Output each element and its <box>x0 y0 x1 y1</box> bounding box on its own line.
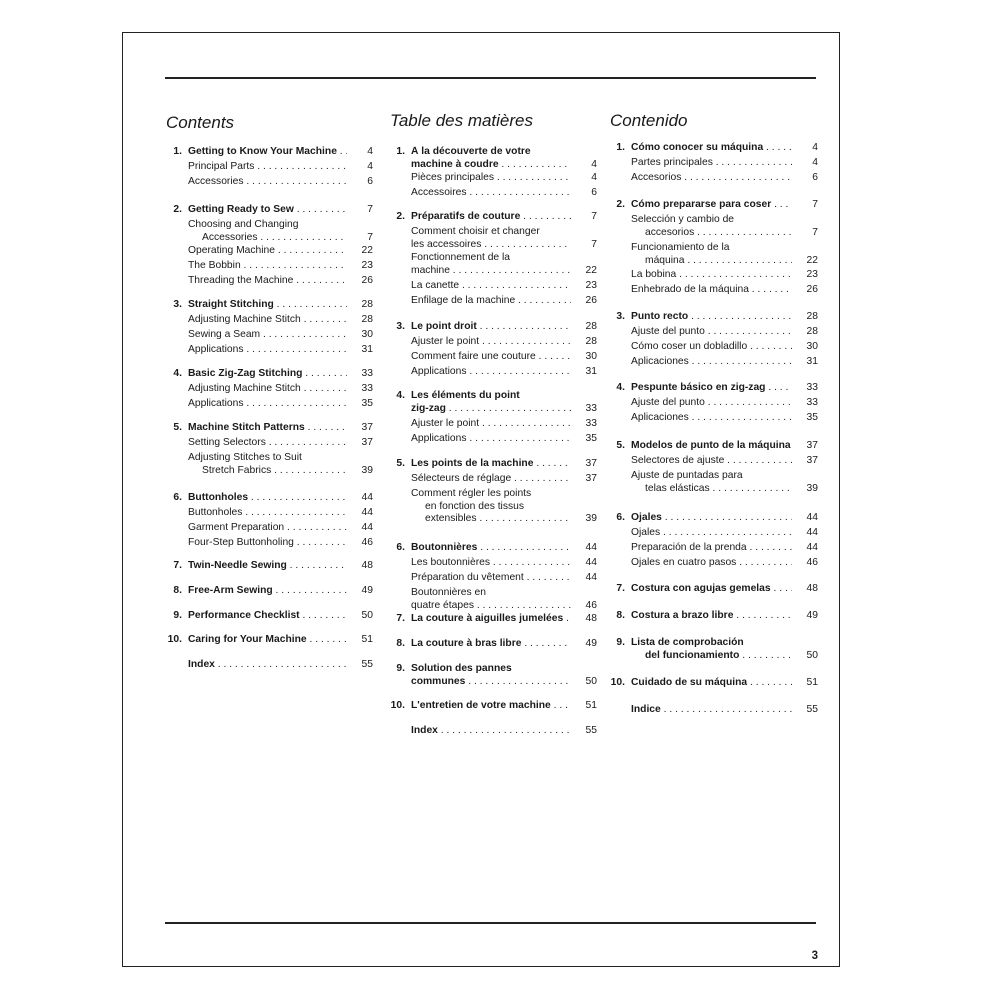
entry-title-line: zig-zag . . . <box>411 403 571 416</box>
page-ref: 44 <box>351 522 373 535</box>
toc-section-entry <box>173 368 373 381</box>
toc-subentry <box>631 356 818 369</box>
page-ref: 49 <box>796 610 818 623</box>
page-ref: 48 <box>575 613 597 626</box>
toc-subentry <box>188 219 373 244</box>
page-ref: 33 <box>575 403 597 416</box>
toc-subentry <box>631 341 818 354</box>
toc-section-entry <box>616 382 818 395</box>
entry-title-line: Free-Arm Sewing . . . <box>188 585 347 598</box>
entry-title-line: Cómo conocer su máquina . . . <box>631 142 792 155</box>
entry-title-line: Comment choisir et changer <box>411 226 540 237</box>
page-ref: 28 <box>351 299 373 312</box>
entry-title-line: Enfilage de la machine . . . <box>411 295 571 308</box>
page-ref: 6 <box>575 187 597 200</box>
entry-title-line: Adjusting Machine Stitch . . . <box>188 383 347 396</box>
entry-title-line: Preparación de la prenda . . . <box>631 542 792 555</box>
column-title: Contenido <box>610 111 688 130</box>
page-ref: 31 <box>351 344 373 357</box>
entry-title-line: Aplicaciones . . . <box>631 356 792 369</box>
entry-title-line: Getting Ready to Sew . . . <box>188 204 347 217</box>
toc-subentry <box>411 366 597 379</box>
section-number: 1. <box>616 142 625 153</box>
page-ref: 7 <box>575 211 597 224</box>
section-number: 8. <box>396 638 405 649</box>
entry-title-line: Cómo coser un dobladillo . . . <box>631 341 792 354</box>
section-number: 3. <box>396 321 405 332</box>
page-ref: 55 <box>796 704 818 717</box>
toc-subentry <box>411 187 597 200</box>
entry-title-line: del funcionamiento . . . <box>631 650 792 663</box>
entry-title-line: Index . . . <box>411 725 571 738</box>
toc-subentry <box>411 252 597 277</box>
page-ref: 33 <box>575 418 597 431</box>
page-ref: 44 <box>351 492 373 505</box>
page-ref: 6 <box>351 176 373 189</box>
toc-subentry <box>631 704 818 717</box>
entry-title-line: Ojales . . . <box>631 527 792 540</box>
toc-subentry <box>631 397 818 410</box>
entry-title-line: Garment Preparation . . . <box>188 522 347 535</box>
entry-title-line: Ajuste del punto . . . <box>631 326 792 339</box>
page-ref: 4 <box>796 157 818 170</box>
page-ref: 4 <box>575 159 597 172</box>
entry-title-line: machine à coudre . . . <box>411 159 571 172</box>
page-ref: 7 <box>796 199 818 212</box>
page-ref: 48 <box>796 583 818 596</box>
section-number: 4. <box>173 368 182 379</box>
section-number: 2. <box>396 211 405 222</box>
toc-section-entry <box>396 663 597 688</box>
top-rule <box>165 77 816 79</box>
entry-title-line: Accessories . . . <box>188 232 347 245</box>
page-ref: 49 <box>351 585 373 598</box>
page-ref: 44 <box>351 507 373 520</box>
entry-title-line: Index . . . <box>188 659 347 672</box>
entry-title-line: Enhebrado de la máquina . . . <box>631 284 792 297</box>
entry-title-line: Préparatifs de couture . . . <box>411 211 571 224</box>
toc-subentry <box>411 433 597 446</box>
toc-subentry <box>411 725 597 738</box>
entry-title-line: Four-Step Buttonholing . . . <box>188 537 347 550</box>
page-ref: 50 <box>796 650 818 663</box>
page-ref: 23 <box>575 280 597 293</box>
entry-title-line: Costura a brazo libre . . . <box>631 610 792 623</box>
entry-title-line: Costura con agujas gemelas . . . <box>631 583 792 596</box>
page-ref: 44 <box>575 557 597 570</box>
toc-subentry <box>188 522 373 535</box>
section-number: 2. <box>173 204 182 215</box>
page-ref: 33 <box>351 383 373 396</box>
toc-section-entry <box>616 311 818 324</box>
entry-title-line: Straight Stitching . . . <box>188 299 347 312</box>
page-ref: 31 <box>796 356 818 369</box>
entry-title-line: Performance Checklist . . . <box>188 610 347 623</box>
page-ref: 23 <box>351 260 373 273</box>
entry-title-line: quatre étapes . . . <box>411 600 571 613</box>
toc-subentry <box>188 437 373 450</box>
section-number: 3. <box>173 299 182 310</box>
section-number: 6. <box>616 512 625 523</box>
entry-title-line: La couture à bras libre . . . <box>411 638 571 651</box>
entry-title-line: Punto recto . . . <box>631 311 792 324</box>
toc-subentry <box>188 344 373 357</box>
toc-section-entry <box>616 583 818 596</box>
section-number: 6. <box>396 542 405 553</box>
entry-title-line: machine . . . <box>411 265 571 278</box>
page-ref: 37 <box>796 440 818 453</box>
page-ref: 31 <box>575 366 597 379</box>
page-ref: 22 <box>351 245 373 258</box>
toc-section-entry <box>396 638 597 651</box>
entry-title-line: Accesorios . . . <box>631 172 792 185</box>
toc-section-entry <box>610 677 818 690</box>
entry-title-line: Applications . . . <box>188 398 347 411</box>
toc-subentry <box>631 269 818 282</box>
entry-title-line: Préparation du vêtement . . . <box>411 572 571 585</box>
entry-title-line: Pièces principales . . . <box>411 172 571 185</box>
toc-section-entry <box>173 610 373 623</box>
toc-subentry <box>411 473 597 486</box>
toc-subentry <box>631 455 818 468</box>
page-ref: 28 <box>575 321 597 334</box>
page-ref: 44 <box>575 572 597 585</box>
entry-title-line: en fonction des tissus <box>425 500 525 512</box>
page-ref: 4 <box>351 146 373 159</box>
section-number: 10. <box>610 677 625 688</box>
page-ref: 39 <box>796 483 818 496</box>
toc-subentry <box>411 418 597 431</box>
entry-title-line: Sélecteurs de réglage . . . <box>411 473 571 486</box>
toc-subentry <box>188 452 373 477</box>
entry-title-line: Selección y cambio de <box>631 214 735 225</box>
toc-section-entry <box>396 458 597 471</box>
entry-title-line: Partes principales . . . <box>631 157 792 170</box>
entry-title-line: Setting Selectors . . . <box>188 437 347 450</box>
page-ref: 50 <box>351 610 373 623</box>
page-ref: 46 <box>351 537 373 550</box>
entry-title-line: telas elásticas . . . <box>631 483 792 496</box>
page-ref: 55 <box>351 659 373 672</box>
section-number: 4. <box>396 390 405 401</box>
entry-title-line: Les points de la machine . . . <box>411 458 571 471</box>
entry-title-line: Pespunte básico en zig-zag . . . <box>631 382 792 395</box>
toc-subentry <box>188 161 373 174</box>
toc-subentry <box>188 260 373 273</box>
page-ref: 30 <box>351 329 373 342</box>
page-ref: 33 <box>796 382 818 395</box>
entry-title-line: Accessoires . . . <box>411 187 571 200</box>
section-number: 5. <box>616 440 625 451</box>
page-ref: 37 <box>796 455 818 468</box>
section-number: 8. <box>616 610 625 621</box>
toc-section-entry <box>173 299 373 312</box>
toc-subentry <box>411 295 597 308</box>
entry-title-line: Ajuste de puntadas para <box>631 470 743 481</box>
page-ref: 50 <box>575 676 597 689</box>
bottom-rule <box>165 922 816 924</box>
page-ref: 35 <box>796 412 818 425</box>
page-ref: 4 <box>351 161 373 174</box>
section-number: 10. <box>390 700 405 711</box>
toc-subentry <box>188 275 373 288</box>
toc-subentry <box>188 398 373 411</box>
entry-title-line: Cuidado de su máquina . . . <box>631 677 792 690</box>
toc-section-entry <box>396 613 597 626</box>
toc-subentry <box>188 176 373 189</box>
entry-title-line: Aplicaciones . . . <box>631 412 792 425</box>
page-ref: 39 <box>575 513 597 526</box>
toc-subentry <box>188 383 373 396</box>
section-number: 7. <box>616 583 625 594</box>
entry-title-line: Ajuster le point . . . <box>411 418 571 431</box>
toc-subentry <box>631 542 818 555</box>
toc-subentry <box>631 412 818 425</box>
toc-subentry <box>631 284 818 297</box>
toc-subentry <box>411 280 597 293</box>
entry-title-line: Applications . . . <box>188 344 347 357</box>
entry-title-line: The Bobbin . . . <box>188 260 347 273</box>
entry-title-line: Le point droit . . . <box>411 321 571 334</box>
section-number: 7. <box>396 613 405 624</box>
entry-title-line: Ojales . . . <box>631 512 792 525</box>
entry-title-line: Buttonholes . . . <box>188 507 347 520</box>
page-ref: 4 <box>575 172 597 185</box>
page-ref: 30 <box>796 341 818 354</box>
page-ref: 51 <box>575 700 597 713</box>
page-ref: 44 <box>796 542 818 555</box>
toc-subentry <box>188 245 373 258</box>
toc-subentry <box>188 659 373 672</box>
page-ref: 33 <box>351 368 373 381</box>
toc-section-entry <box>616 637 818 662</box>
section-number: 5. <box>396 458 405 469</box>
page-ref: 35 <box>351 398 373 411</box>
entry-title-line: Fonctionnement de la <box>411 252 511 263</box>
toc-subentry <box>411 488 597 526</box>
page-number: 3 <box>811 950 818 962</box>
toc-subentry <box>631 527 818 540</box>
page-ref: 33 <box>796 397 818 410</box>
entry-title-line: communes . . . <box>411 676 571 689</box>
page-ref: 51 <box>796 677 818 690</box>
toc-section-entry <box>616 142 818 155</box>
entry-title-line: Selectores de ajuste . . . <box>631 455 792 468</box>
toc-section-entry <box>173 146 373 159</box>
page-ref: 26 <box>796 284 818 297</box>
toc-subentry <box>631 242 818 267</box>
toc-section-entry <box>396 211 597 224</box>
entry-title-line: Les éléments du point <box>411 390 520 401</box>
page-ref: 28 <box>351 314 373 327</box>
page-ref: 22 <box>575 265 597 278</box>
toc-subentry <box>411 351 597 364</box>
section-number: 9. <box>396 663 405 674</box>
entry-title-line: Applications . . . <box>411 366 571 379</box>
page-ref: 4 <box>796 142 818 155</box>
toc-section-entry <box>173 492 373 505</box>
page-ref: 7 <box>351 204 373 217</box>
entry-title-line: Machine Stitch Patterns . . . <box>188 422 347 435</box>
page-ref: 6 <box>796 172 818 185</box>
page-ref: 49 <box>575 638 597 651</box>
toc-subentry <box>411 572 597 585</box>
toc-section-entry <box>616 440 818 453</box>
entry-title-line: Indice . . . <box>631 704 792 717</box>
toc-subentry <box>188 507 373 520</box>
page-ref: 26 <box>575 295 597 308</box>
section-number: 1. <box>173 146 182 157</box>
toc-section-entry <box>616 610 818 623</box>
section-number: 7. <box>173 560 182 571</box>
entry-title-line: Solution des pannes <box>411 663 512 674</box>
section-number: 3. <box>616 311 625 322</box>
page-ref: 35 <box>575 433 597 446</box>
page-ref: 44 <box>796 527 818 540</box>
toc-subentry <box>188 537 373 550</box>
page-ref: 55 <box>575 725 597 738</box>
page-ref: 22 <box>796 255 818 268</box>
toc-subentry <box>631 214 818 239</box>
page-ref: 44 <box>796 512 818 525</box>
page-ref: 26 <box>351 275 373 288</box>
column-title: Contents <box>166 113 235 132</box>
section-number: 9. <box>616 637 625 648</box>
entry-title-line: Basic Zig-Zag Stitching . . . <box>188 368 347 381</box>
page-ref: 44 <box>575 542 597 555</box>
entry-title-line: Adjusting Machine Stitch . . . <box>188 314 347 327</box>
entry-title-line: Boutonnières . . . <box>411 542 571 555</box>
entry-title-line: les accessoires . . . <box>411 239 571 252</box>
toc-subentry <box>631 326 818 339</box>
entry-title-line: À la découverte de votre <box>411 146 531 157</box>
page-ref: 37 <box>575 458 597 471</box>
entry-title-line: Les boutonnières . . . <box>411 557 571 570</box>
section-number: 6. <box>173 492 182 503</box>
toc-subentry <box>631 157 818 170</box>
toc-section-entry <box>173 560 373 573</box>
entry-title-line: Boutonnières en <box>411 587 486 598</box>
entry-title-line: Lista de comprobación <box>631 637 744 648</box>
entry-title-line: Getting to Know Your Machine . . . <box>188 146 347 159</box>
toc-section-entry <box>167 634 373 647</box>
toc-section-entry <box>173 422 373 435</box>
page-ref: 23 <box>796 269 818 282</box>
toc-subentry <box>188 314 373 327</box>
toc-subentry <box>631 470 818 495</box>
page-ref: 39 <box>351 465 373 478</box>
entry-title-line: Accessories . . . <box>188 176 347 189</box>
entry-title-line: Principal Parts . . . <box>188 161 347 174</box>
entry-title-line: La couture à aiguilles jumelées . . . <box>411 613 571 626</box>
section-number: 4. <box>616 382 625 393</box>
entry-title-line: Cómo prepararse para coser . . . <box>631 199 792 212</box>
entry-title-line: Sewing a Seam . . . <box>188 329 347 342</box>
section-number: 5. <box>173 422 182 433</box>
entry-title-line: Operating Machine . . . <box>188 245 347 258</box>
page-ref: 28 <box>575 336 597 349</box>
toc-section-entry <box>173 585 373 598</box>
toc-subentry <box>631 557 818 570</box>
entry-title-line: máquina . . . <box>631 255 792 268</box>
entry-title-line: Ojales en cuatro pasos . . . <box>631 557 792 570</box>
section-number: 8. <box>173 585 182 596</box>
entry-title-line: Adjusting Stitches to Suit <box>188 452 302 463</box>
entry-title-line: Twin-Needle Sewing . . . <box>188 560 347 573</box>
toc-subentry <box>411 226 597 251</box>
page-ref: 46 <box>796 557 818 570</box>
toc-section-entry <box>616 512 818 525</box>
toc-subentry <box>411 172 597 185</box>
section-number: 2. <box>616 199 625 210</box>
entry-title-line: Buttonholes . . . <box>188 492 347 505</box>
toc-subentry <box>631 172 818 185</box>
page-ref: 7 <box>351 232 373 245</box>
toc-subentry <box>411 557 597 570</box>
toc-section-entry <box>396 321 597 334</box>
entry-title-line: Threading the Machine . . . <box>188 275 347 288</box>
toc-section-entry <box>616 199 818 212</box>
page-ref: 7 <box>796 227 818 240</box>
toc-subentry <box>411 587 597 612</box>
page-ref: 46 <box>575 600 597 613</box>
page-ref: 37 <box>351 422 373 435</box>
page-ref: 28 <box>796 326 818 339</box>
toc-section-entry <box>390 700 597 713</box>
entry-title-line: Ajuster le point . . . <box>411 336 571 349</box>
entry-title-line: Stretch Fabrics . . . <box>188 465 347 478</box>
entry-title-line: La canette . . . <box>411 280 571 293</box>
toc-section-entry <box>396 146 597 171</box>
entry-title-line: accesorios . . . <box>631 227 792 240</box>
toc-subentry <box>188 329 373 342</box>
entry-title-line: extensibles . . . <box>411 513 571 526</box>
toc-section-entry <box>396 542 597 555</box>
entry-title-line: Funcionamiento de la <box>631 242 730 253</box>
toc-subentry <box>411 336 597 349</box>
page-ref: 48 <box>351 560 373 573</box>
section-number: 10. <box>167 634 182 645</box>
entry-title-line: Comment régler les points <box>411 488 532 499</box>
entry-title-line: Choosing and Changing <box>188 219 299 230</box>
page-ref: 37 <box>575 473 597 486</box>
entry-title-line: Ajuste del punto . . . <box>631 397 792 410</box>
entry-title-line: Modelos de punto de la máquina . . . <box>631 440 792 453</box>
entry-title-line: La bobina . . . <box>631 269 792 282</box>
entry-title-line: L'entretien de votre machine . . . <box>411 700 571 713</box>
entry-title-line: Applications . . . <box>411 433 571 446</box>
page-ref: 7 <box>575 239 597 252</box>
section-number: 1. <box>396 146 405 157</box>
page-ref: 51 <box>351 634 373 647</box>
entry-title-line: Caring for Your Machine . . . <box>188 634 347 647</box>
section-number: 9. <box>173 610 182 621</box>
toc-section-entry <box>173 204 373 217</box>
column-title: Table des matières <box>390 111 534 130</box>
page-ref: 28 <box>796 311 818 324</box>
page-ref: 30 <box>575 351 597 364</box>
page-ref: 37 <box>351 437 373 450</box>
entry-title-line: Comment faire une couture . . . <box>411 351 571 364</box>
toc-section-entry <box>396 390 597 415</box>
